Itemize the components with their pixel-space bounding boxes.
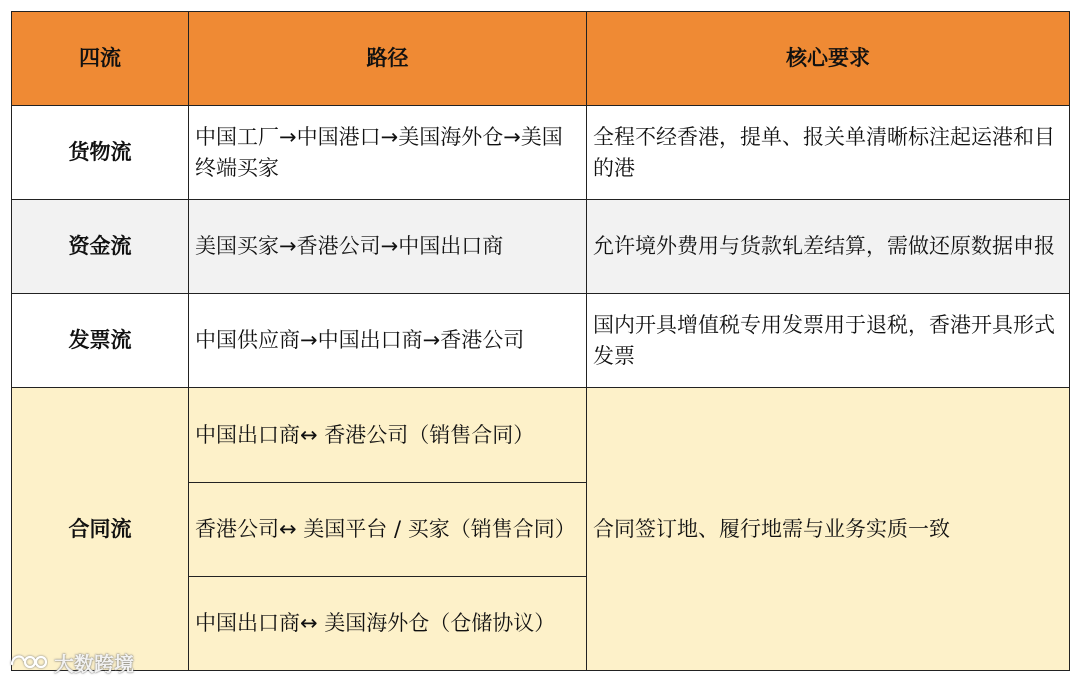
path-cell: 美国买家→香港公司→中国出口商 [189, 200, 587, 294]
table-row-invoice-flow [12, 294, 1070, 388]
table-row-goods-flow [12, 106, 1070, 200]
header-four-flows: 四流 [12, 12, 189, 106]
requirement-cell: 允许境外费用与货款轧差结算，需做还原数据申报 [587, 200, 1070, 294]
requirement-cell: 全程不经香港，提单、报关单清晰标注起运港和目的港 [587, 106, 1070, 200]
path-cell: 中国工厂→中国港口→美国海外仓→美国终端买家 [189, 106, 587, 200]
table-row-contract-flow [12, 388, 1070, 482]
path-cell: 中国出口商↔ 美国海外仓（仓储协议） [189, 576, 587, 670]
header-core-requirement: 核心要求 [587, 12, 1070, 106]
four-flows-table [11, 11, 1070, 671]
flow-name-cell: 发票流 [12, 294, 189, 388]
flow-name-cell: 资金流 [12, 200, 189, 294]
flow-name-cell: 合同流 [12, 388, 189, 671]
requirement-cell: 国内开具增值税专用发票用于退税，香港开具形式发票 [587, 294, 1070, 388]
table-row-fund-flow [12, 200, 1070, 294]
watermark-text: 大数跨境 [54, 651, 134, 676]
table-header-row [12, 12, 1070, 106]
header-path: 路径 [189, 12, 587, 106]
path-cell: 香港公司↔ 美国平台 / 买家（销售合同） [189, 482, 587, 576]
path-cell: 中国供应商→中国出口商→香港公司 [189, 294, 587, 388]
flow-name-cell: 货物流 [12, 106, 189, 200]
requirement-cell: 合同签订地、履行地需与业务实质一致 [587, 388, 1070, 671]
path-cell: 中国出口商↔ 香港公司（销售合同） [189, 388, 587, 482]
